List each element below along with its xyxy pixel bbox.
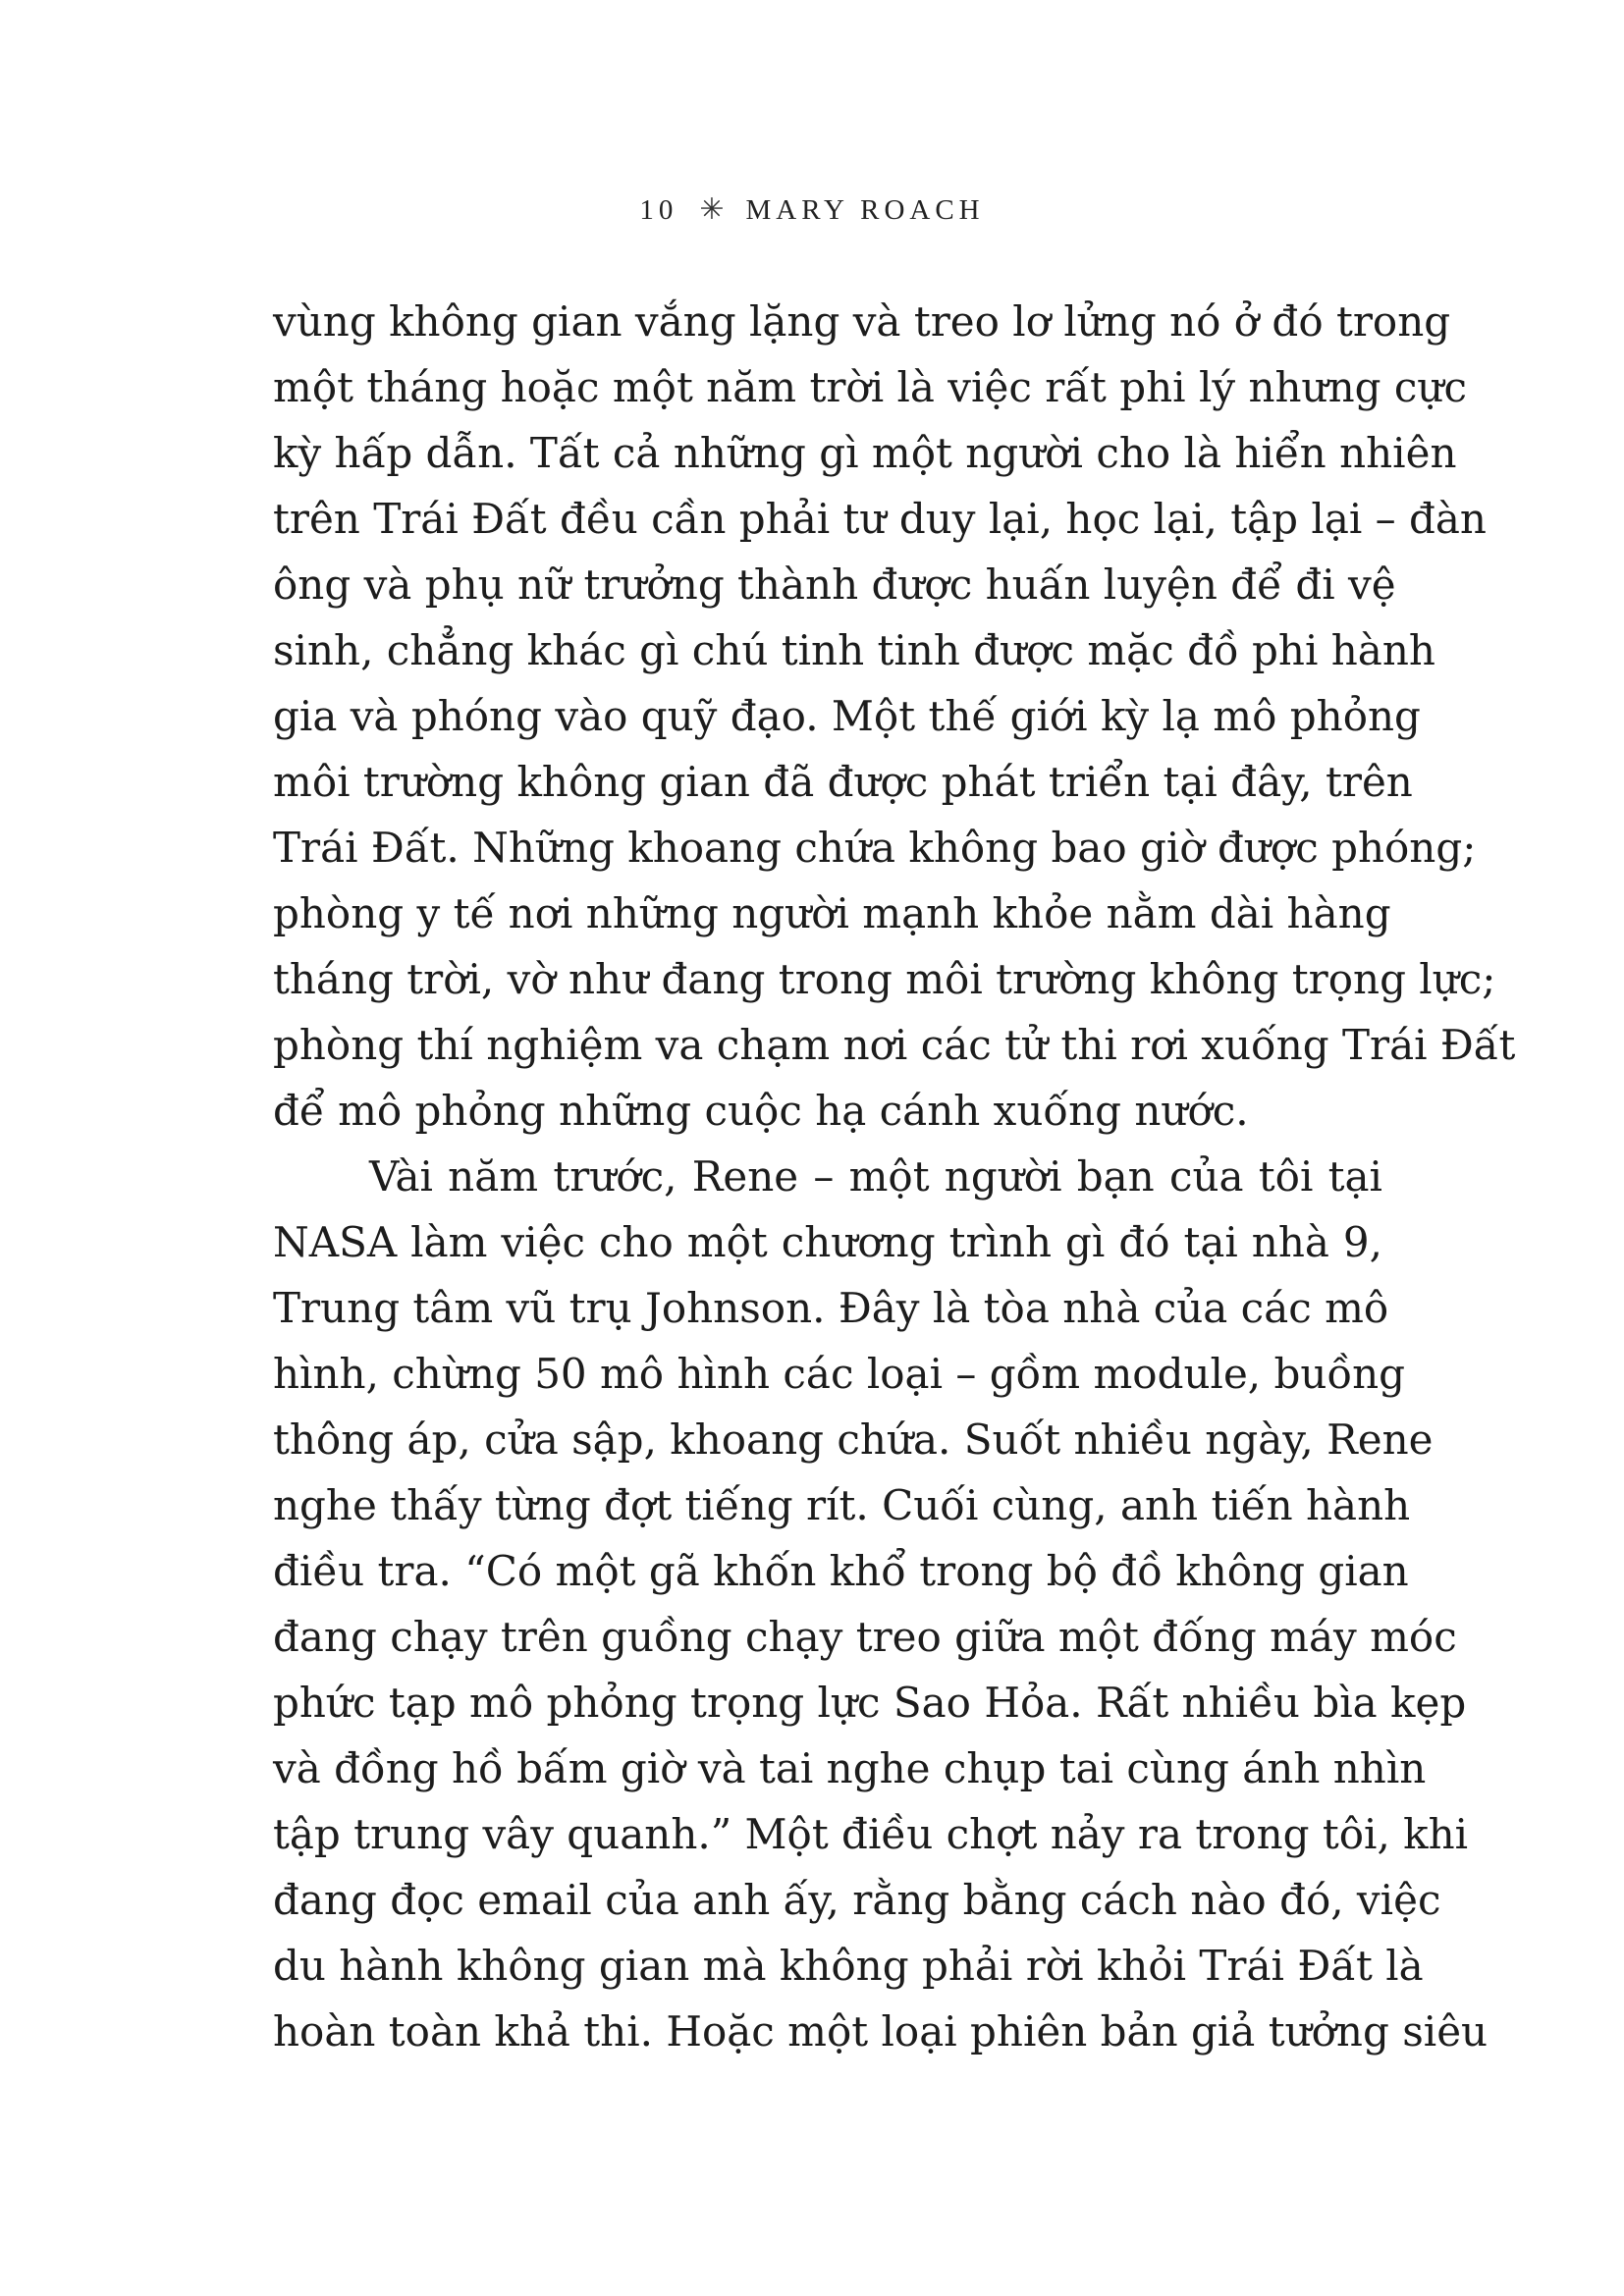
- text-line: đang chạy trên guồng chạy treo giữa một đống máy móc: [273, 1613, 1457, 1661]
- text-line: điều tra. “Có một gã khốn khổ trong bộ đồ không gian: [273, 1547, 1409, 1595]
- text-line: Trái Đất. Những khoang chứa không bao giờ được phóng;: [273, 824, 1477, 872]
- text-line: vùng không gian vắng lặng và treo lơ lửng nó ở đó trong: [273, 297, 1451, 346]
- running-head: [0, 192, 1624, 227]
- text-line: Vài năm trước, Rene – một người bạn của tôi tại: [369, 1152, 1382, 1201]
- text-line: sinh, chẳng khác gì chú tinh tinh được mặc đồ phi hành: [273, 626, 1435, 674]
- text-line: môi trường không gian đã được phát triển tại đây, trên: [273, 758, 1413, 806]
- text-line: phòng y tế nơi những người mạnh khỏe nằm dài hàng: [273, 889, 1391, 937]
- page-number: 10: [639, 194, 678, 226]
- text-line: ông và phụ nữ trưởng thành được huấn luyện để đi vệ: [273, 561, 1396, 609]
- asterisk-separator-icon: ✳: [699, 193, 725, 226]
- text-line: kỳ hấp dẫn. Tất cả những gì một người cho là hiển nhiên: [273, 429, 1457, 477]
- text-line: thông áp, cửa sập, khoang chứa. Suốt nhiều ngày, Rene: [273, 1415, 1434, 1464]
- text-line: đang đọc email của anh ấy, rằng bằng cách nào đó, việc: [273, 1876, 1441, 1924]
- body-text: [273, 289, 1516, 2064]
- text-line: phức tạp mô phỏng trọng lực Sao Hỏa. Rất nhiều bìa kẹp: [273, 1679, 1467, 1727]
- paragraph-2: [273, 1144, 1489, 2064]
- text-line: phòng thí nghiệm va chạm nơi các tử thi rơi xuống Trái Đất: [273, 1021, 1516, 1069]
- paragraph-1: [273, 289, 1516, 1144]
- text-line: Trung tâm vũ trụ Johnson. Đây là tòa nhà của các mô: [273, 1284, 1389, 1332]
- text-line: gia và phóng vào quỹ đạo. Một thế giới kỳ lạ mô phỏng: [273, 692, 1421, 740]
- text-line: NASA làm việc cho một chương trình gì đó tại nhà 9,: [273, 1218, 1382, 1266]
- text-line: nghe thấy từng đợt tiếng rít. Cuối cùng, anh tiến hành: [273, 1481, 1411, 1529]
- text-line: tháng trời, vờ như đang trong môi trường không trọng lực;: [273, 955, 1496, 1003]
- text-line: tập trung vây quanh.” Một điều chợt nảy ra trong tôi, khi: [273, 1810, 1469, 1858]
- text-line: và đồng hồ bấm giờ và tai nghe chụp tai cùng ánh nhìn: [273, 1744, 1427, 1792]
- text-line: hình, chừng 50 mô hình các loại – gồm module, buồng: [273, 1350, 1406, 1398]
- author-name: MARY ROACH: [745, 194, 985, 226]
- text-line: để mô phỏng những cuộc hạ cánh xuống nước.: [273, 1087, 1249, 1135]
- text-line: trên Trái Đất đều cần phải tư duy lại, học lại, tập lại – đàn: [273, 495, 1487, 543]
- text-line: một tháng hoặc một năm trời là việc rất phi lý nhưng cực: [273, 363, 1467, 411]
- text-line: hoàn toàn khả thi. Hoặc một loại phiên bản giả tưởng siêu: [273, 2007, 1489, 2056]
- text-line: du hành không gian mà không phải rời khỏi Trái Đất là: [273, 1942, 1424, 1990]
